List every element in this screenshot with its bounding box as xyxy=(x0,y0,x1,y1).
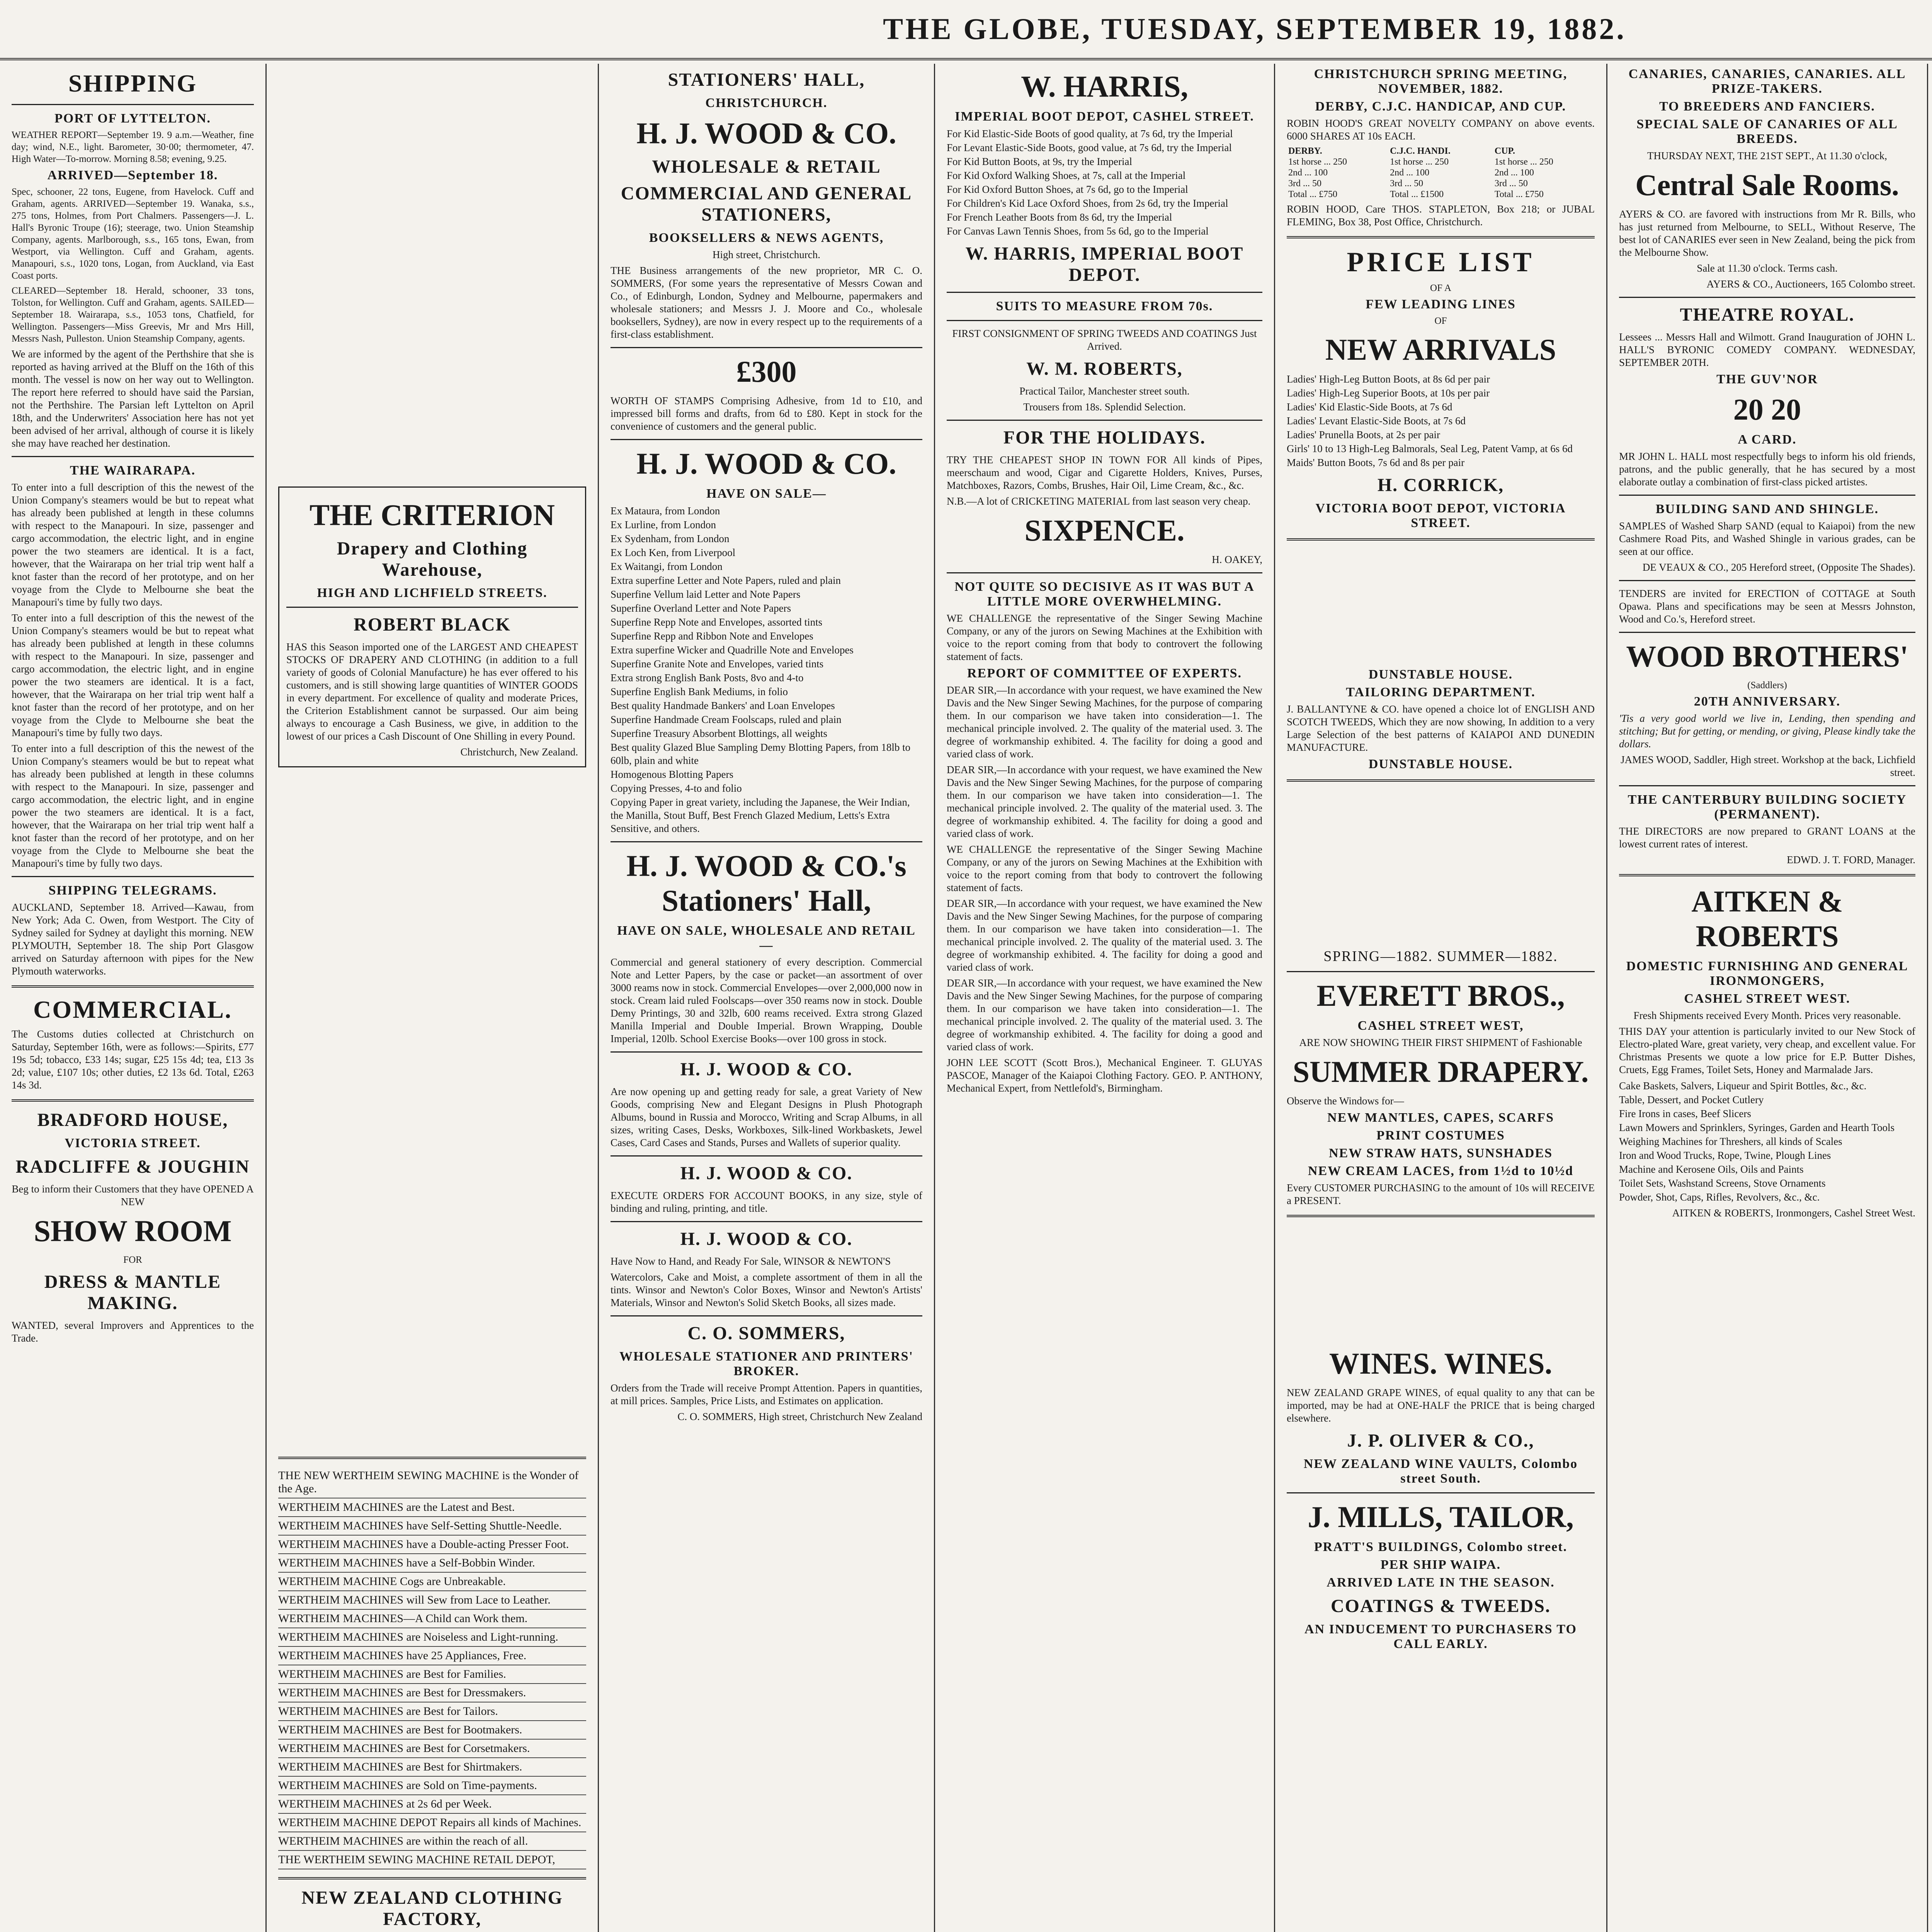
divider xyxy=(1287,538,1595,541)
sale-item: Best quality Handmade Bankers' and Loan Envelopes xyxy=(611,700,835,711)
sale-item: Extra superfine Wicker and Quadrille Note and Envelopes xyxy=(611,644,854,656)
race-row xyxy=(1287,146,1595,156)
sale-item: Best quality Glazed Blue Sampling Demy Blotting Papers, from 18lb to 60lb, plain and white xyxy=(611,742,911,766)
aitken: AITKEN & ROBERTS xyxy=(1691,884,1843,953)
sale-item: Homogenous Blotting Papers xyxy=(611,769,733,780)
wairarapa-text: To enter into a full description of this the newest of the Union Company's steamers would be but to repeat what has already been published at length in these columns with respect to the Manapouri. In size, passenger and cargo accommodation, the electric light, and in engine power the two steamers are identical. It is a fact, however, that the Wairarapa on her trial trip went half a knot faster than the record of her prototype, and on her voyage from the Clyde to Melbourne she beat the Manapouri's time by fully two days. xyxy=(12,481,254,608)
dunstable: DUNSTABLE HOUSE. xyxy=(1368,667,1513,682)
have-on-sale: HAVE ON SALE— xyxy=(706,486,827,501)
shipping-news: We are informed by the agent of the Perthshire that she is reported as having arrived at the Bluff on the 16th of this month. The vessel is now on her way out to Wellington. The report here referred to should have said the Parsian, not the Perthshire. The Parsian left Lyttelton on April 18th, and the Underwriters' Association here has not yet been advised of her arrival, although of course it is likely she may have reached her destination. xyxy=(12,348,254,449)
of: OF xyxy=(1434,316,1447,326)
summer-drapery: SUMMER DRAPERY. xyxy=(1293,1055,1589,1088)
telegrams-text: AUCKLAND, September 18. Arrived—Kawau, from New York; Ada C. Owen, from Westport. The City of Sydney sailed for Sydney at daylight this morning. NEW PLYMOUTH, September 18. The ship Port Glasgow arrived on Saturday afternoon with pipes for the New Plymouth waterworks. xyxy=(12,901,254,977)
cleared-text: CLEARED—September 18. Herald, schooner, 33 tons, Tolston, for Wellington. Cuff and Graham, agents. SAILED—September 18. Wairarapa, s.s., 1053 tons, Chatfield, for Wellington. Passengers—Miss Greevis, Mr and Mrs Hill, Messrs Nash, Pulleston. Union Steamship Company, agents. xyxy=(12,286,254,344)
devaux: DE VEAUX & CO., 205 Hereford street, (Opposite The Shades). xyxy=(1642,561,1915,573)
divider xyxy=(611,347,922,348)
harris-item: For Kid Button Boots, at 9s, try the Imperial xyxy=(947,156,1132,167)
race-cell: Total ... £750 xyxy=(1494,189,1544,199)
harris-items-list xyxy=(947,127,1262,238)
wairarapa-text-2: To enter into a full description of this the newest of the Union Company's steamers would be but to repeat what has already been published at length in these columns with respect to the Manapouri. In size, passenger and cargo accommodation, the electric light, and in engine power the two steamers are identical. It is a fact, however, that the Wairarapa on her trial trip went half a knot faster than the record of her prototype, and on her voyage from the Clyde to Melbourne she beat the Manapouri's time by fully two days. xyxy=(12,612,254,738)
not-quite: NOT QUITE SO DECISIVE AS IT WAS BUT A LITTLE MORE OVERWHELMING. xyxy=(954,580,1255,609)
challenge-text: WE CHALLENGE the representative of the Singer Sewing Machine Company, or any of the jurors on Sewing Machines at the Exhibition with voice to the report coming from that body to controvert the following statement of facts. xyxy=(947,612,1262,662)
cricketing: N.B.—A lot of CRICKETING MATERIAL from last season very cheap. xyxy=(947,495,1251,507)
arrival-item: Maids' Button Boots, 7s 6d and 8s per pair xyxy=(1287,457,1465,468)
theatre-text: Lessees ... Messrs Hall and Wilmott. Grand Inauguration of JOHN L. HALL'S BYRONIC COMEDY COMPANY. WEDNESDAY, SEPTEMBER 20TH. xyxy=(1619,331,1915,368)
aitken-item: Cake Baskets, Salvers, Liqueur and Spirit Bottles, &c., &c. xyxy=(1619,1080,1867,1092)
wood-co-4: H. J. WOOD & CO. xyxy=(680,1163,853,1184)
sale-item: Superfine Vellum laid Letter and Note Papers xyxy=(611,588,801,600)
arrival-item: Ladies' High-Leg Button Boots, at 8s 6d per pair xyxy=(1287,373,1490,385)
mills-sub: PRATT'S BUILDINGS, Colombo street. xyxy=(1314,1540,1568,1554)
christchurch: CHRISTCHURCH. xyxy=(705,96,828,110)
wertheim-ad-line: THE WERTHEIM SEWING MACHINE RETAIL DEPOT, xyxy=(278,1851,586,1869)
oakey: H. OAKEY, xyxy=(1212,554,1262,565)
price-list: PRICE LIST xyxy=(1347,247,1535,277)
observe: Observe the Windows for— xyxy=(1287,1095,1404,1107)
signers: JOHN LEE SCOTT (Scott Bros.), Mechanical Engineer. T. GLUYAS PASCOE, Manager of the Kaiapoi Clothing Factory. GEO. P. ANTHONY, Mechanical Expert, from Nettlefold's, Birmingham. xyxy=(947,1057,1262,1094)
sale-time: Sale at 11.30 o'clock. Terms cash. xyxy=(1697,262,1838,274)
robin-hood: ROBIN HOOD, Care THOS. STAPLETON, Box 218; or JUBAL FLEMING, Box 38, Post Office, Christchurch. xyxy=(1287,203,1595,228)
wertheim-ad-line: WERTHEIM MACHINES have Self-Setting Shuttle-Needle. xyxy=(278,1517,586,1536)
building-society: THE CANTERBURY BUILDING SOCIETY (PERMANENT). xyxy=(1628,793,1907,821)
meeting: CHRISTCHURCH SPRING MEETING, NOVEMBER, 1882. xyxy=(1314,67,1568,96)
wertheim-ad-line: WERTHEIM MACHINES at 2s 6d per Week. xyxy=(278,1795,586,1814)
column-7 xyxy=(1928,64,1932,1932)
sommers-sign: C. O. SOMMERS, High street, Christchurch New Zealand xyxy=(677,1411,922,1422)
sommers-sub: WHOLESALE STATIONER AND PRINTERS' BROKER. xyxy=(619,1349,913,1378)
criterion-title: THE CRITERION xyxy=(310,498,555,532)
new-arrivals: NEW ARRIVALS xyxy=(1325,333,1556,366)
criterion-sub: Drapery and Clothing Warehouse, xyxy=(337,538,528,580)
sand-text: SAMPLES of Washed Sharp SAND (equal to Kaiapoi) from the new Cashmere Road Pits, and Washed Shingle in various grades, can be seen at our office. xyxy=(1619,520,1915,557)
race-row xyxy=(1287,189,1595,200)
divider xyxy=(611,1221,922,1222)
masthead: THE GLOBE, TUESDAY, SEPTEMBER 19, 1882. xyxy=(0,0,1932,60)
mills: J. MILLS, TAILOR, xyxy=(1308,1500,1574,1534)
inducement: AN INDUCEMENT TO PURCHASERS TO CALL EARLY. xyxy=(1304,1622,1577,1651)
aitken-item: Toilet Sets, Washstand Screens, Stove Ornaments xyxy=(1619,1177,1826,1189)
execute-text: EXECUTE ORDERS FOR ACCOUNT BOOKS, in any size, style of binding and ruling, printing, and title. xyxy=(611,1190,922,1214)
criterion-text: HAS this Season imported one of the LARGEST AND CHEAPEST STOCKS OF DRAPERY AND CLOTHING (in addition to a full variety of goods of Colonial Manufacture) he has ever offered to his customers, and is still showing large quantities of WINTER GOODS in every department. For excellence of quality and moderate Prices, the Criterion Establishment cannot be surpassed. Our aim being always to encourage a Cash Business, we give, in addition to the lowest of our prices a Cash Discount of One Shilling in every Pound. xyxy=(286,641,578,742)
wairarapa-text-3: To enter into a full description of this the newest of the Union Company's steamers would be but to repeat what has already been published at length in these columns with respect to the Manapouri. In size, passenger and cargo accommodation, the electric light, and in engine power the two steamers are identical. It is a fact, however, that the Wairarapa on her trial trip went half a knot faster than the record of her prototype, and on her voyage from the Clyde to Melbourne she beat the Manapouri's time by fully two days. xyxy=(12,743,254,869)
sale-item: Superfine Treasury Absorbent Blottings, all weights xyxy=(611,728,827,739)
arrival-item: Ladies' High-Leg Superior Boots, at 10s per pair xyxy=(1287,387,1490,399)
everett-text: ARE NOW SHOWING THEIR FIRST SHIPMENT of Fashionable xyxy=(1299,1037,1582,1048)
sale-item: Extra superfine Letter and Note Papers, ruled and plain xyxy=(611,575,841,586)
bradford-text: Beg to inform their Customers that they have OPENED A NEW xyxy=(12,1183,254,1208)
aitken-items-list xyxy=(1619,1079,1915,1204)
divider xyxy=(12,104,254,105)
sale-item: Superfine English Bank Mediums, in folio xyxy=(611,686,788,697)
holidays: FOR THE HOLIDAYS. xyxy=(1003,427,1206,448)
criterion-addr: HIGH AND LICHFIELD STREETS. xyxy=(317,586,548,600)
building-sand: BUILDING SAND AND SHINGLE. xyxy=(1655,502,1879,516)
wertheim-ad-line: WERTHEIM MACHINES have a Double-acting Presser Foot. xyxy=(278,1536,586,1554)
spacer xyxy=(1287,789,1595,944)
sale-item: Superfine Handmade Cream Foolscaps, ruled and plain xyxy=(611,714,842,725)
column-5 xyxy=(1275,64,1607,1932)
divider xyxy=(947,320,1262,321)
wertheim-ad-line: WERTHEIM MACHINES are Noiseless and Light-running. xyxy=(278,1628,586,1647)
sommers: C. O. SOMMERS, xyxy=(687,1323,845,1344)
spring-consignment: FIRST CONSIGNMENT OF SPRING TWEEDS AND COATINGS Just Arrived. xyxy=(952,328,1257,352)
divider xyxy=(1619,632,1915,633)
wertheim-ad-line: WERTHEIM MACHINES are Best for Tailors. xyxy=(278,1702,586,1721)
race-cell: 3rd ... 50 xyxy=(1288,179,1321,189)
weather-report: WEATHER REPORT—September 19. 9 a.m.—Weather, fine day; wind, N.E., light. Barometer, 30·00; thermometer, 47. High Water—To-morrow. Morning 8.58; evening, 9.25. xyxy=(12,130,254,164)
retail-text: Commercial and general stationery of every description. Commercial Note and Letter Papers, by the case or packet—an assortment of over 3000 reams now in stock. Commercial Envelopes—over 2,000,000 now in stock. Cream laid ruled Foolscaps—over 350 reams now in stock. Double Demy Printings, 30 and 32lb, 600 reams received. Extra strong Glazed Manilla Imperial and Double Imperial. Brown Wrapping, Double Imperial, 120lb. School Exercise Books—over 100 gross in stock. xyxy=(611,956,922,1044)
sommers-text: Orders from the Trade will receive Prompt Attention. Papers in quantities, at mill prices. Samples, Price Lists, and Estimates on application. xyxy=(611,1382,922,1406)
wertheim-ad-line: WERTHEIM MACHINE Cogs are Unbreakable. xyxy=(278,1573,586,1591)
sale-item: Ex Sydenham, from London xyxy=(611,533,730,544)
wertheim-ad-line: WERTHEIM MACHINES are Best for Shirtmakers. xyxy=(278,1758,586,1777)
divider xyxy=(611,439,922,440)
coatings: COATINGS & TWEEDS. xyxy=(1330,1596,1551,1616)
sale-items-list xyxy=(611,504,922,835)
saddlers: (Saddlers) xyxy=(1747,680,1787,690)
wood-co-3: H. J. WOOD & CO. xyxy=(680,1059,853,1080)
aitken-sign: AITKEN & ROBERTS, Ironmongers, Cashel Street West. xyxy=(1672,1207,1915,1219)
arrived-text: Spec, schooner, 22 tons, Eugene, from Havelock. Cuff and Graham, agents. ARRIVED—September 19. Wanaka, s.s., 275 tons, Holmes, from Port Chalmers. Passengers—J. L. Hall's Byronic Troupe (16); steerage, two. Union Steamship Company, agents. Marlborough, s.s., 165 tons, Ewan, from Westport, via Wellington. Cuff and Graham, agents. Manapouri, s.s., 1020 tons, Logan, from Auckland, via East Coast ports. xyxy=(12,187,254,281)
aitken-item: Lawn Mowers and Sprinklers, Syringes, Garden and Hearth Tools xyxy=(1619,1122,1895,1133)
corrick: H. CORRICK, xyxy=(1377,475,1504,495)
aitken-item: Fire Irons in cases, Beef Slicers xyxy=(1619,1108,1751,1119)
show-room-for: FOR xyxy=(123,1255,142,1265)
oliver-sub: NEW ZEALAND WINE VAULTS, Colombo street South. xyxy=(1303,1457,1578,1486)
everett: EVERETT BROS., xyxy=(1316,979,1565,1012)
race-cell: 1st horse ... 250 xyxy=(1494,157,1553,167)
wertheim-ad-line: WERTHEIM MACHINES are within the reach of all. xyxy=(278,1832,586,1851)
divider xyxy=(12,1099,254,1102)
hjwood-title: H. J. WOOD & CO. xyxy=(636,116,896,150)
race-cell: 2nd ... 100 xyxy=(1494,168,1534,178)
divider xyxy=(1287,1215,1595,1217)
column-6 xyxy=(1607,64,1928,1932)
sale-item: Copying Paper in great variety, including the Japanese, the Weir Indian, the Manilla, Stout Buff, Best French Glazed Medium, Letts's Extra Sensitive, and others. xyxy=(611,796,910,834)
booksellers: BOOKSELLERS & NEWS AGENTS, xyxy=(649,231,884,245)
aitken-addr: CASHEL STREET WEST. xyxy=(1684,992,1850,1006)
high-street: High street, Christchurch. xyxy=(713,249,820,260)
race-cell: CUP. xyxy=(1494,146,1515,156)
harris-item: For Canvas Lawn Tennis Shoes, from 5s 6d, go to the Imperial xyxy=(947,225,1209,237)
oliver: J. P. OLIVER & CO., xyxy=(1347,1430,1534,1451)
port-heading: PORT OF LYTTELTON. xyxy=(54,111,211,126)
theatre: THEATRE ROYAL. xyxy=(1680,304,1855,325)
arrivals-list xyxy=(1287,372,1595,469)
wood-bros: WOOD BROTHERS' xyxy=(1626,639,1908,673)
aitken-item: Table, Dessert, and Pocket Cutlery xyxy=(1619,1094,1764,1105)
mills-ship: PER SHIP WAIPA. xyxy=(1380,1558,1501,1572)
race-cell: 3rd ... 50 xyxy=(1494,179,1528,189)
few-leading: FEW LEADING LINES xyxy=(1366,297,1516,311)
wertheim-ad-line: WERTHEIM MACHINES have a Self-Bobbin Winder. xyxy=(278,1554,586,1573)
anniversary: 20TH ANNIVERSARY. xyxy=(1694,694,1841,709)
hall-text: MR JOHN L. HALL most respectfully begs to inform his old friends, patrons, and the public generally, that he has secured by a most elaborate outlay a combination of first-class picked artistes. xyxy=(1619,451,1915,488)
every-customer: Every CUSTOMER PURCHASING to the amount of 10s will RECEIVE a PRESENT. xyxy=(1287,1182,1595,1206)
sale-item: Ex Mataura, from London xyxy=(611,505,720,517)
wertheim-ad-line: WERTHEIM MACHINES are Sold on Time-payments. xyxy=(278,1777,586,1795)
shipping-title: SHIPPING xyxy=(68,70,197,97)
arrival-item: Ladies' Prunella Boots, at 2s per pair xyxy=(1287,429,1440,440)
derby: DERBY, C.J.C. HANDICAP, AND CUP. xyxy=(1315,99,1566,114)
aitken-item: Powder, Shot, Caps, Rifles, Revolvers, &c., &c. xyxy=(1619,1191,1820,1203)
harris-item: For Kid Oxford Button Shoes, at 7s 6d, go to the Imperial xyxy=(947,184,1188,195)
holidays-text: TRY THE CHEAPEST SHOP IN TOWN FOR All kinds of Pipes, meerschaum and wood, Cigar and Cigarette Holders, Knives, Purses, Matchboxes, Razors, Combs, Brushes, Hair Oil, Lime Cream, &c., &c. xyxy=(947,454,1262,491)
society-text: THE DIRECTORS are now prepared to GRANT LOANS at the lowest current rates of interest. xyxy=(1619,825,1915,850)
aitken-text: THIS DAY your attention is particularly invited to our New Stock of Electro-plated Ware, great variety, very cheap, and excellent value. For Christmas Presents we quote a low price for E.P. Butter Dishes, Cruets, Egg Frames, Toilet Sets, Honey and Marmalade Jars. xyxy=(1619,1026,1915,1075)
arrived-heading: ARRIVED—September 18. xyxy=(47,168,218,182)
show-room-what: DRESS & MANTLE MAKING. xyxy=(44,1272,221,1313)
tenders: TENDERS are invited for ERECTION of COTTAGE at South Opawa. Plans and specifications may be seen at Messrs Johnston, Wood and Co.'s, Hereford street. xyxy=(1619,588,1915,625)
aitken-sub: DOMESTIC FURNISHING AND GENERAL IRONMONGERS, xyxy=(1626,959,1908,988)
column-1 xyxy=(0,64,267,1932)
wertheim-ad-line: WERTHEIM MACHINES are Best for Bootmakers. xyxy=(278,1721,586,1740)
race-cell: 2nd ... 100 xyxy=(1390,168,1430,178)
central-sale-rooms: Central Sale Rooms. xyxy=(1635,168,1899,202)
nights: 20 20 xyxy=(1733,393,1801,426)
robert-black: ROBERT BLACK xyxy=(354,614,511,635)
spacer xyxy=(1287,1225,1595,1341)
sale-item: Extra strong English Bank Posts, 8vo and 4-to xyxy=(611,672,804,684)
spacer xyxy=(278,64,586,481)
race-cell: C.J.C. HANDI. xyxy=(1390,146,1451,156)
harris-sub: IMPERIAL BOOT DEPOT, CASHEL STREET. xyxy=(955,109,1254,124)
divider xyxy=(286,607,578,608)
winsor: Have Now to Hand, and Ready For Sale, WINSOR & NEWTON'S xyxy=(611,1255,891,1267)
divider xyxy=(12,985,254,988)
commercial-title: COMMERCIAL. xyxy=(33,996,232,1023)
report-text-4: DEAR SIR,—In accordance with your request, we have examined the New Davis and the New Singer Sewing Machines, for the purpose of comparing them. In our comparison we have taken into consideration—1. The mechanical principle involved. 2. The quality of the material used. 3. The degree of workmanship exhibited. 4. The facility for doing a good and varied class of work. xyxy=(947,898,1262,973)
divider xyxy=(1287,1492,1595,1493)
sale-item: Ex Lurline, from London xyxy=(611,519,716,531)
sale-item: Superfine Granite Note and Envelopes, varied tints xyxy=(611,658,824,670)
aitken-item: Weighing Machines for Threshers, all kinds of Scales xyxy=(1619,1136,1842,1147)
wertheim-ad-line: THE NEW WERTHEIM SEWING MACHINE is the Wonder of the Age. xyxy=(278,1467,586,1498)
spring-summer: SPRING—1882. SUMMER—1882. xyxy=(1323,948,1558,964)
sixpence: SIXPENCE. xyxy=(1024,514,1185,547)
roberts: W. M. ROBERTS, xyxy=(1026,359,1183,379)
wertheim-list xyxy=(278,1467,586,1869)
divider xyxy=(278,1877,586,1879)
bradford-name: RADCLIFFE & JOUGHIN xyxy=(15,1156,250,1177)
commercial-stationers: COMMERCIAL AND GENERAL STATIONERS, xyxy=(621,183,912,225)
wertheim-ad-line: WERTHEIM MACHINES are Best for Families. xyxy=(278,1665,586,1684)
window-item: NEW MANTLES, CAPES, SCARFS xyxy=(1327,1111,1554,1125)
sale-item: Ex Waitangi, from London xyxy=(611,561,723,572)
bradford-wanted: WANTED, several Improvers and Apprentices to the Trade. xyxy=(12,1320,254,1344)
divider xyxy=(1619,874,1915,876)
sale-item: Superfine Repp Note and Envelopes, assorted tints xyxy=(611,616,823,628)
ballantyne: J. BALLANTYNE & CO. have opened a choice lot of ENGLISH AND SCOTCH TWEEDS, Which they are now showing, In addition to a very Large Selection of the best patterns of KAIAPOI AND DUNEDIN MANUFACTURE. xyxy=(1287,703,1595,753)
mills-arrived: ARRIVED LATE IN THE SEASON. xyxy=(1327,1575,1555,1590)
divider xyxy=(611,841,922,842)
roberts-addr: Practical Tailor, Manchester street south. xyxy=(1019,385,1190,397)
divider xyxy=(1619,495,1915,496)
bradford-title: BRADFORD HOUSE, xyxy=(37,1110,228,1130)
race-cell: 1st horse ... 250 xyxy=(1288,157,1347,167)
harris-item: For Kid Elastic-Side Boots of good quality, at 7s 6d, try the Imperial xyxy=(947,128,1233,139)
criterion-ad xyxy=(278,486,586,767)
wairarapa-title: THE WAIRARAPA. xyxy=(70,463,196,478)
column-4 xyxy=(935,64,1275,1932)
wertheim-ad-line: WERTHEIM MACHINES—A Child can Work them. xyxy=(278,1610,586,1628)
report-text-2: DEAR SIR,—In accordance with your request, we have examined the New Davis and the New Singer Sewing Machines, for the purpose of comparing them. In our comparison we have taken into consideration—1. The mechanical principle involved. 2. The quality of the material used. 3. The degree of workmanship exhibited. 4. The facility for doing a good and varied class of work. xyxy=(947,764,1262,839)
wertheim-ad-line: WERTHEIM MACHINES are Best for Dressmakers. xyxy=(278,1684,586,1702)
divider xyxy=(611,1155,922,1156)
stamps-amount: £300 xyxy=(736,355,797,388)
race-cell: DERBY. xyxy=(1288,146,1322,156)
society-sign: EDWD. J. T. FORD, Manager. xyxy=(1787,854,1915,866)
hjwood-title-2: H. J. WOOD & CO. xyxy=(636,447,896,480)
wertheim-ad-line: WERTHEIM MACHINES will Sew from Lace to Leather. xyxy=(278,1591,586,1610)
opening-text: Are now opening up and getting ready for sale, a great Variety of New Goods, comprising New and Elegant Designs in Plush Photograph Albums, bound in Russia and Morocco, Writing and Scrap Albums, in all sizes, writing Cases, Desks, Workboxes, Silk-lined Workbaskets, Jewel Cases, Card Cases and Stands, Purses and Wallets of superior quality. xyxy=(611,1086,922,1148)
stationers-hall: STATIONERS' HALL, xyxy=(668,70,865,90)
corrick-addr: VICTORIA BOOT DEPOT, VICTORIA STREET. xyxy=(1315,501,1566,530)
nz-clothing: NEW ZEALAND CLOTHING FACTORY, xyxy=(301,1888,563,1929)
report-text-5: DEAR SIR,—In accordance with your request, we have examined the New Davis and the New Singer Sewing Machines, for the purpose of comparing them. In our comparison we have taken into consideration—1. The mechanical principle involved. 2. The quality of the material used. 3. The degree of workmanship exhibited. 4. The facility for doing a good and varied class of work. xyxy=(947,977,1262,1053)
arrival-item: Ladies' Kid Elastic-Side Boots, at 7s 6d xyxy=(1287,401,1452,413)
harris-item: For Children's Kid Lace Oxford Shoes, from 2s 6d, try the Imperial xyxy=(947,197,1228,209)
consultation: ROBIN HOOD'S GREAT NOVELTY COMPANY on above events. 6000 SHARES AT 10s EACH. xyxy=(1287,117,1595,142)
criterion-sign: Christchurch, New Zealand. xyxy=(460,746,578,758)
thursday: THURSDAY NEXT, THE 21ST SEPT., At 11.30 o'clock, xyxy=(1647,150,1887,162)
bradford-sub: VICTORIA STREET. xyxy=(65,1136,201,1150)
arrival-item: Girls' 10 to 13 High-Leg Balmorals, Seal Leg, Patent Vamp, at 6s 6d xyxy=(1287,443,1573,454)
trousers: Trousers from 18s. Splendid Selection. xyxy=(1023,401,1186,413)
sale-item: Superfine Overland Letter and Note Papers xyxy=(611,602,791,614)
divider xyxy=(611,1315,922,1316)
james-wood: JAMES WOOD, Saddler, High street. Workshop at the back, Lichfield street. xyxy=(1621,754,1915,778)
harris-item: For Kid Oxford Walking Shoes, at 7s, call at the Imperial xyxy=(947,170,1186,181)
special-sale: SPECIAL SALE OF CANARIES OF ALL BREEDS. xyxy=(1636,117,1898,146)
aitken-item: Machine and Kerosene Oils, Oils and Paints xyxy=(1619,1163,1804,1175)
divider xyxy=(1619,785,1915,786)
spacer xyxy=(278,773,586,1449)
race-row xyxy=(1287,156,1595,167)
poem: 'Tis a very good world we live in, Lending, then spending and stitching; But for getting, or mending, or giving, Please kindly take the dollars. xyxy=(1619,713,1915,750)
suits: SUITS TO MEASURE FROM 70s. xyxy=(996,299,1213,313)
divider xyxy=(947,572,1262,573)
window-items-list xyxy=(1287,1111,1595,1179)
of-a: OF A xyxy=(1430,283,1451,293)
race-cell: 1st horse ... 250 xyxy=(1390,157,1449,167)
tailoring: TAILORING DEPARTMENT. xyxy=(1346,685,1536,699)
wood-text: THE Business arrangements of the new proprietor, MR C. O. SOMMERS, (For some years the representative of Messrs Cowan and Co., of Edinburgh, London, Sydney and Melbourne, papermakers and wholesale stationers; and Messrs J. J. Moore and Co., wholesale booksellers, Sydney), are now in every respect up to the requirements of a first-class establishment. xyxy=(611,265,922,340)
hall-card: A CARD. xyxy=(1738,432,1797,447)
wholesale-retail: HAVE ON SALE, WHOLESALE AND RETAIL— xyxy=(617,923,916,952)
report-title: REPORT OF COMMITTEE OF EXPERTS. xyxy=(967,666,1242,680)
race-cell: 3rd ... 50 xyxy=(1390,179,1423,189)
window-item: NEW CREAM LACES, from 1½d to 10½d xyxy=(1308,1164,1574,1178)
aitken-item: Iron and Wood Trucks, Rope, Twine, Plough Lines xyxy=(1619,1150,1831,1161)
show-room: SHOW ROOM xyxy=(34,1214,232,1248)
column-3 xyxy=(599,64,935,1932)
guvnor: THE GUV'NOR xyxy=(1716,372,1818,386)
spacer xyxy=(1287,548,1595,664)
divider xyxy=(12,876,254,877)
stationers-hall-2: H. J. WOOD & CO.'s Stationers' Hall, xyxy=(626,849,906,917)
window-item: NEW STRAW HATS, SUNSHADES xyxy=(1328,1146,1553,1160)
ayers-sign: AYERS & CO., Auctioneers, 165 Colombo street. xyxy=(1706,278,1915,290)
race-cell: Total ... £1500 xyxy=(1390,189,1444,199)
column-2 xyxy=(267,64,599,1932)
divider xyxy=(947,420,1262,421)
divider xyxy=(1619,580,1915,581)
winsor-text: Watercolors, Cake and Moist, a complete assortment of them in all the tints. Winsor and Newton's Color Boxes, Winsor and Newton's Artists' Materials, Winsor and Newton's Solid Sketch Books, all sizes made. xyxy=(611,1271,922,1308)
harris-item: For French Leather Boots from 8s 6d, try the Imperial xyxy=(947,211,1172,223)
race-row xyxy=(1287,167,1595,178)
harris-sign: W. HARRIS, IMPERIAL BOOT DEPOT. xyxy=(965,243,1244,285)
divider xyxy=(12,456,254,457)
sale-item: Copying Presses, 4-to and folio xyxy=(611,782,742,794)
divider xyxy=(1287,779,1595,782)
wertheim-ad-line: WERTHEIM MACHINES are Best for Corsetmakers. xyxy=(278,1740,586,1758)
wines-text: NEW ZEALAND GRAPE WINES, of equal quality to any that can be imported, may be had at ONE-HALF the PRICE that is being charged elsewhere. xyxy=(1287,1387,1595,1424)
ayers-text: AYERS & CO. are favored with instructions from Mr R. Bills, who has just returned from Melbourne, to SELL, Without Reserve, The best lot of CANARIES ever seen in New Zealand, being the pick from the Melbourne Show. xyxy=(1619,208,1915,258)
window-item: PRINT COSTUMES xyxy=(1376,1128,1505,1143)
stamps-text: WORTH OF STAMPS Comprising Adhesive, from 1d to £10, and impressed bill forms and drafts, from 6d to £80. Kept in stock for the convenience of customers and the general public. xyxy=(611,395,922,432)
wertheim-ad-line: WERTHEIM MACHINE DEPOT Repairs all kinds of Machines. xyxy=(278,1814,586,1832)
report-text-3: WE CHALLENGE the representative of the Singer Sewing Machine Company, or any of the jurors on Sewing Machines at the Exhibition with voice to the report coming from that body to controvert the following statement of facts. xyxy=(947,844,1262,893)
harris-item: For Levant Elastic-Side Boots, good value, at 7s 6d, try the Imperial xyxy=(947,142,1232,153)
wood-co-5: H. J. WOOD & CO. xyxy=(680,1229,853,1249)
race-cell: Total ... £750 xyxy=(1288,189,1337,199)
dunstable-2: DUNSTABLE HOUSE. xyxy=(1368,757,1513,771)
breeders: TO BREEDERS AND FANCIERS. xyxy=(1659,99,1875,114)
divider xyxy=(947,292,1262,293)
fresh: Fresh Shipments received Every Month. Prices very reasonable. xyxy=(1633,1010,1901,1021)
report-text: DEAR SIR,—In accordance with your request, we have examined the New Davis and the New Singer Sewing Machines, for the purpose of comparing them. In our comparison we have taken into consideration—1. The mechanical principle involved. 2. The quality of the material used. 3. The degree of workmanship exhibited. 4. The facility for doing a good and varied class of work. xyxy=(947,684,1262,760)
sale-item: Superfine Repp and Ribbon Note and Envelopes xyxy=(611,630,813,642)
harris-title: W. HARRIS, xyxy=(1021,70,1188,103)
divider xyxy=(611,1051,922,1053)
divider xyxy=(1619,297,1915,298)
wines: WINES. WINES. xyxy=(1329,1347,1553,1380)
race-row xyxy=(1287,178,1595,189)
everett-addr: CASHEL STREET WEST, xyxy=(1357,1019,1524,1033)
divider xyxy=(1287,236,1595,238)
race-prize-table xyxy=(1287,146,1595,200)
sale-item: Ex Loch Ken, from Liverpool xyxy=(611,547,736,558)
divider xyxy=(1287,971,1595,972)
race-cell: 2nd ... 100 xyxy=(1288,168,1328,178)
commercial-text: The Customs duties collected at Christchurch on Saturday, September 16th, were as follows:—Spirits, £77 19s 5d; tobacco, £33 14s; sugar, £25 15s 4d; tea, £13 3s 2d; value, £107 10s; other duties, £2 13s 6d. Total, £263 14s 3d. xyxy=(12,1028,254,1091)
canaries: CANARIES, CANARIES, CANARIES. ALL PRIZE-TAKERS. xyxy=(1628,67,1906,96)
wertheim-ad-line: WERTHEIM MACHINES have 25 Appliances, Free. xyxy=(278,1647,586,1665)
wertheim-ad-line: WERTHEIM MACHINES are the Latest and Best. xyxy=(278,1498,586,1517)
arrival-item: Ladies' Levant Elastic-Side Boots, at 7s 6d xyxy=(1287,415,1466,427)
telegrams-title: SHIPPING TELEGRAMS. xyxy=(48,883,217,898)
wholesale: WHOLESALE & RETAIL xyxy=(652,156,881,177)
divider xyxy=(278,1457,586,1459)
